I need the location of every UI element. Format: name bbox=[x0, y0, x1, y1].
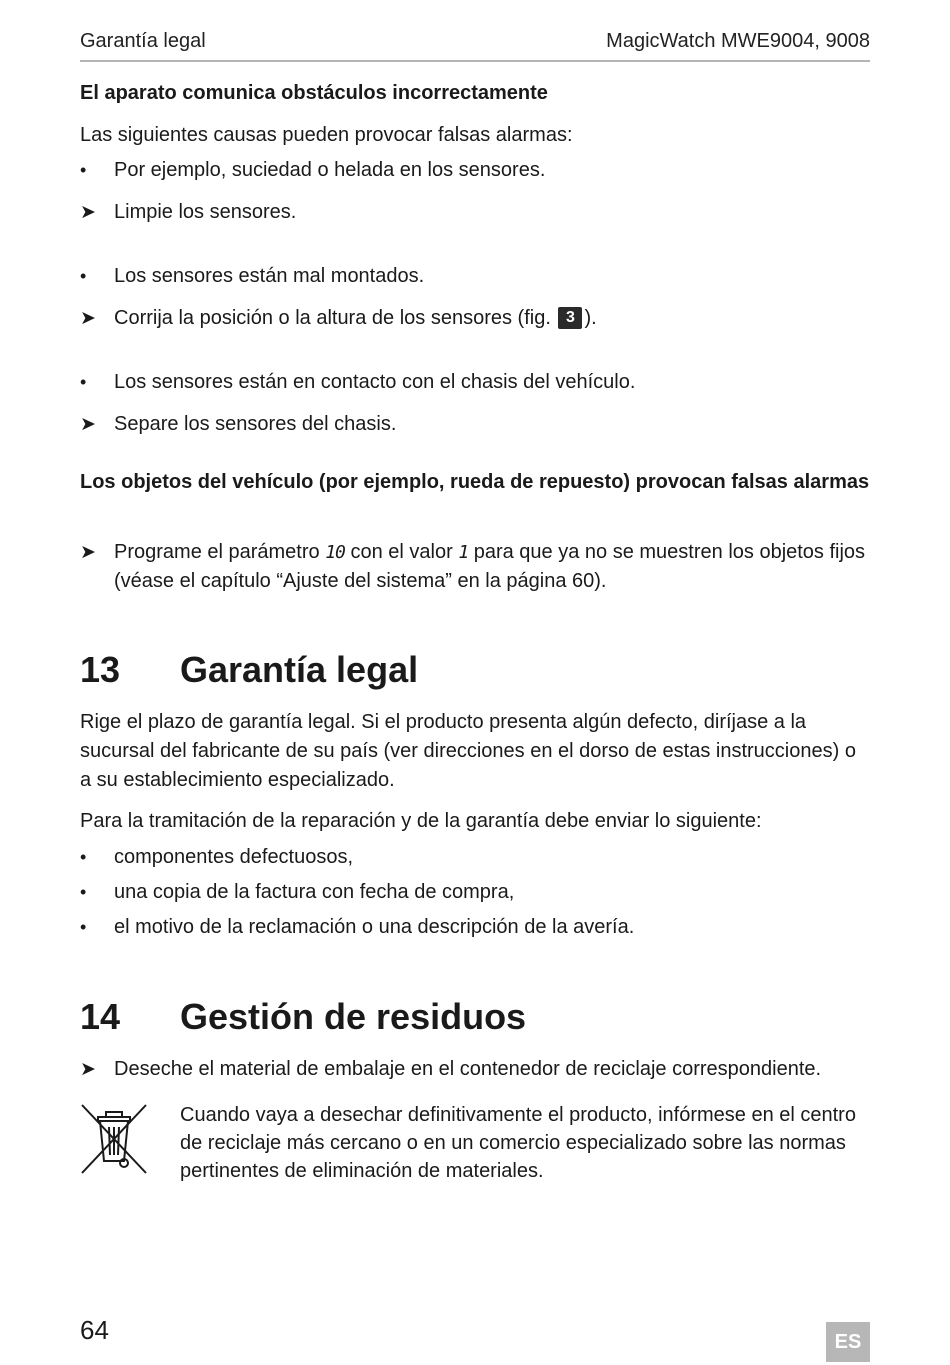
header-product-name: MagicWatch MWE9004, 9008 bbox=[606, 30, 870, 52]
instruction-step bbox=[80, 304, 870, 333]
instruction-step bbox=[80, 538, 870, 596]
instruction-step bbox=[80, 198, 870, 227]
instruction-text-b: con el valor bbox=[350, 541, 453, 563]
arrow-icon: ➤ bbox=[80, 1059, 96, 1080]
list-item bbox=[80, 368, 870, 397]
arrow-icon: ➤ bbox=[80, 308, 96, 329]
obstacles-intro: Las siguientes causas pueden provocar falsas alarmas: bbox=[80, 124, 573, 146]
weee-crossed-bin-icon bbox=[80, 1103, 148, 1175]
section-number: 14 bbox=[80, 996, 121, 1037]
requirement-text: componentes defectuosos, bbox=[114, 846, 354, 868]
instruction-text bbox=[114, 538, 870, 596]
subsection-title-obstacles: El aparato comunica obstáculos incorrectamente bbox=[80, 82, 548, 104]
instruction-text bbox=[114, 304, 870, 333]
section-number: 13 bbox=[80, 649, 121, 690]
instruction-text-c: para que ya no se muestren los objetos fijos (véase el capítulo “Ajuste del sistema” en la página 60). bbox=[114, 541, 866, 592]
section-title: Gestión de residuos bbox=[180, 996, 527, 1037]
instruction-text: Separe los sensores del chasis. bbox=[114, 413, 397, 435]
instruction-text-after: ). bbox=[584, 307, 597, 329]
list-item bbox=[80, 878, 870, 907]
page-number: 64 bbox=[80, 1315, 109, 1345]
instruction-text: Limpie los sensores. bbox=[114, 201, 297, 223]
list-item bbox=[80, 262, 870, 291]
section-title: Garantía legal bbox=[180, 649, 419, 690]
disposal-note: Cuando vaya a desechar definitivamente el producto, infórmese en el centro de reciclaje más cercano o en un comercio especializado sobre las normas pertinentes de eliminación de materiales. bbox=[180, 1104, 856, 1182]
warranty-requirements-intro: Para la tramitación de la reparación y de la garantía debe enviar lo siguiente: bbox=[80, 810, 762, 832]
header-section-title: Garantía legal bbox=[80, 30, 206, 52]
bullet-icon: • bbox=[80, 160, 87, 180]
warranty-paragraph: Rige el plazo de garantía legal. Si el producto presenta algún defecto, diríjase a la sucursal del fabricante de su país (ver direcciones en el dorso de estas instrucciones) o a su establecimiento especializado. bbox=[80, 711, 856, 791]
arrow-icon: ➤ bbox=[80, 414, 96, 435]
subsection-title-objects: Los objetos del vehículo (por ejemplo, rueda de repuesto) provocan falsas alarmas bbox=[80, 471, 870, 493]
list-item bbox=[80, 913, 870, 942]
requirement-text: una copia de la factura con fecha de compra, bbox=[114, 881, 515, 903]
cause-text: Los sensores están en contacto con el chasis del vehículo. bbox=[114, 371, 636, 393]
cause-text: Los sensores están mal montados. bbox=[114, 265, 425, 287]
document-page bbox=[80, 0, 870, 1365]
list-item bbox=[80, 843, 870, 872]
instruction-step bbox=[80, 1055, 870, 1084]
bullet-icon: • bbox=[80, 882, 87, 902]
parameter-code: 10 bbox=[325, 542, 345, 563]
bullet-icon: • bbox=[80, 372, 87, 392]
arrow-icon: ➤ bbox=[80, 202, 96, 223]
page-header bbox=[80, 28, 870, 62]
parameter-value: 1 bbox=[458, 542, 469, 563]
instruction-step bbox=[80, 410, 870, 439]
list-item bbox=[80, 156, 870, 185]
instruction-text-a: Programe el parámetro bbox=[114, 541, 320, 563]
bullet-icon: • bbox=[80, 917, 87, 937]
instruction-text-before: Corrija la posición o la altura de los sensores (fig. bbox=[114, 307, 551, 329]
language-badge: ES bbox=[826, 1322, 870, 1362]
requirement-text: el motivo de la reclamación o una descripción de la avería. bbox=[114, 916, 635, 938]
bullet-icon: • bbox=[80, 266, 87, 286]
instruction-text: Deseche el material de embalaje en el contenedor de reciclaje correspondiente. bbox=[114, 1058, 822, 1080]
cause-text: Por ejemplo, suciedad o helada en los sensores. bbox=[114, 159, 546, 181]
arrow-icon: ➤ bbox=[80, 542, 96, 563]
figure-reference-badge: 3 bbox=[558, 307, 582, 329]
bullet-icon: • bbox=[80, 847, 87, 867]
